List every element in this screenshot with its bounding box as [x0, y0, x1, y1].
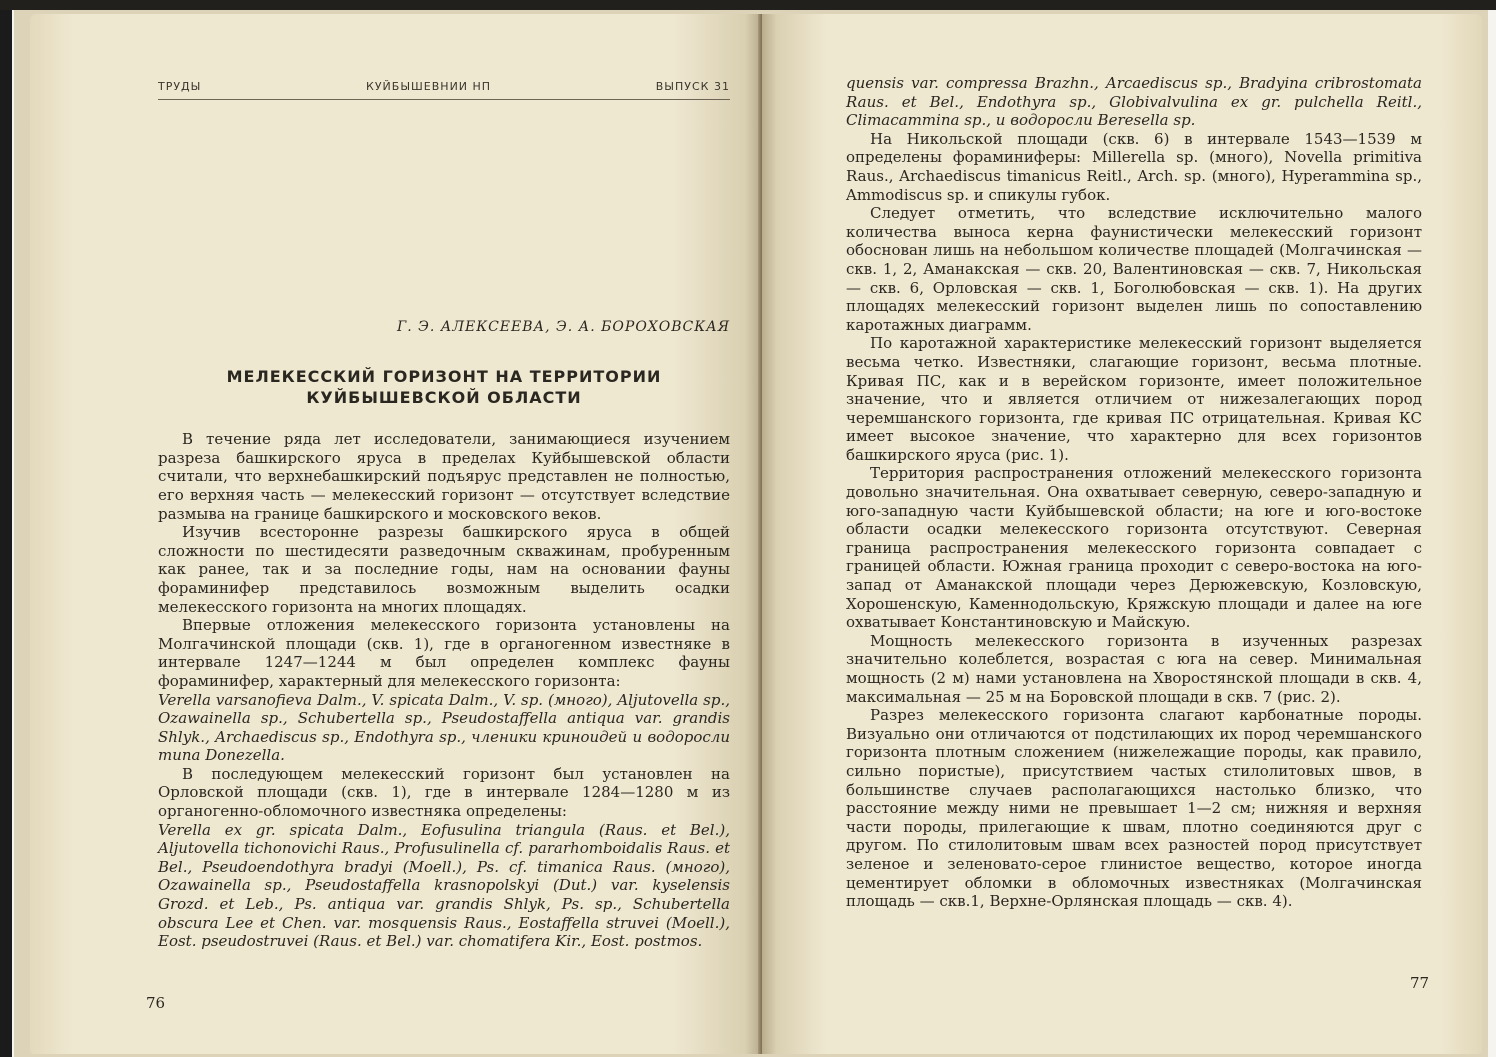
species-list: Verella ex gr. spicata Dalm., Eofusulina triangula (Raus. et Bel.), Aljutovella tichonovichi Raus., Profusulinella cf. pararhomboidalis Raus. et Bel., Pseudoendothyra bradyi (Moell.), Ps. cf. timanica Raus. (много), Ozawainella sp., Pseudostaffella krasnopolskyi (Dut.) var. kyselensis Grozd. et Leb., Ps. antiqua var. grandis Shlyk, Ps. sp., Schubertella obscura Lee et Chen. var. mosquensis Raus., Eostaffella struvei (Moell.), Eost. pseudostruvei (Raus. et Bel.) var. chomatifera Kir., Eost. postmos.	[158, 820, 730, 951]
open-book	[14, 10, 1488, 1057]
paragraph: На Никольской площади (скв. 6) в интервале 1543—1539 м определены фораминиферы: Millerella sp. (много), Novella primitiva Raus., Archaediscus timanicus Reitl., Arch. sp. (много), Hyperammina sp., Ammodiscus sp. и спикулы губок.	[846, 129, 1422, 204]
left-page-content	[158, 78, 730, 951]
species-list: Verella varsanofievа Dalm., V. spicata Dalm., V. sp. (много), Aljutovella sp., Ozawainella sp., Schubertella sp., Pseudostaffella antiqua var. grandis Shlyk., Archaediscus sp., Endothyra sp., членики криноидей и водоросли типа Donezella.	[158, 690, 730, 765]
running-head-center: КУЙБЫШЕВНИИ НП	[366, 80, 492, 93]
right-page	[762, 14, 1482, 1054]
article-authors: Г. Э. АЛЕКСЕЕВА, Э. А. БОРОХОВСКАЯ	[396, 318, 730, 335]
left-page	[30, 14, 760, 1054]
paragraph: Впервые отложения мелекесского горизонта установлены на Молгачинской площади (скв. 1), где в органогенном известняке в интервале 1247—1244 м был определен комплекс фауны фораминифер, характерный для мелекесского горизонта:	[158, 616, 730, 690]
paragraph: Следует отметить, что вследствие исключительно малого количества выноса керна фаунистически мелекесский горизонт обоснован лишь на небольшом количестве площадей (Молгачинская — скв. 1, 2, Аманакская — скв. 20, Валентиновская — скв. 7, Никольская — скв. 6, Орловская — скв. 1, Боголюбовская — скв. 1). На других площадях мелекесский горизонт выделен лишь по сопоставлению каротажных диаграмм.	[846, 204, 1422, 334]
page-number-left: 76	[146, 994, 166, 1012]
paragraph: В последующем мелекесский горизонт был установлен на Орловской площади (скв. 1), где в интервале 1284—1280 м из органогенно-обломочного известняка определены:	[158, 764, 730, 821]
paragraph: Мощность мелекесского горизонта в изученных разрезах значительно колеблется, возрастая с юга на север. Минимальная мощность (2 м) нами установлена на Хворостянской площади в скв. 4, максимальная — 25 м на Боровской площади в скв. 7 (рис. 2).	[846, 631, 1422, 706]
scan-border-left	[0, 0, 12, 1057]
article-title	[158, 366, 730, 408]
paragraph: По каротажной характеристике мелекесский горизонт выделяется весьма четко. Известняки, слагающие горизонт, весьма плотные. Кривая ПС, как и в верейском горизонте, имеет положительное значение, что и является отличием от нижезалегающих пород черемшанского горизонта, где кривая ПС отрицательная. Кривая КС имеет высокое значение, что характерно для всех горизонтов башкирского яруса (рис. 1).	[846, 334, 1422, 464]
article-title-line-1: МЕЛЕКЕССКИЙ ГОРИЗОНТ НА ТЕРРИТОРИИ	[226, 367, 662, 387]
paragraph: Территория распространения отложений мелекесского горизонта довольно значительная. Она охватывает северную, северо-западную и юго-западную части Куйбышевской области; на юге и юго-востоке области осадки мелекесского горизонта отсутствуют. Северная граница распространения мелекесского горизонта совпадает с границей области. Южная граница проходит с северо-востока на юго-запад от Аманакской площади через Дерюжевскую, Козловскую, Хорошенскую, Каменнодольскую, Кряжскую площади и далее на юге охватывает Константиновскую и Майскую.	[846, 464, 1422, 632]
scan-border-top	[0, 0, 1496, 10]
article-title-line-2: КУЙБЫШЕВСКОЙ ОБЛАСТИ	[306, 388, 582, 408]
paragraph: В течение ряда лет исследователи, занимающиеся изучением разреза башкирского яруса в пределах Куйбышевской области считали, что верхнебашкирский подъярус представлен не полностью, его верхняя часть — мелекесский горизонт — отсутствует вследствие размыва на границе башкирского и московского веков.	[158, 430, 730, 523]
running-head-right: ВЫПУСК 31	[655, 80, 730, 93]
paragraph: Изучив всесторонне разрезы башкирского яруса в общей сложности по шестидесяти разведочным скважинам, пробуренным как ранее, так и за последние годы, нам на основании фауны фораминифер представилось возможным выделить осадки мелекесского горизонта на многих площадях.	[158, 523, 730, 616]
running-head	[158, 78, 730, 100]
right-page-content	[846, 74, 1422, 911]
running-head-left: ТРУДЫ	[158, 80, 202, 93]
paragraph: Разрез мелекесского горизонта слагают карбонатные породы. Визуально они отличаются от подстилающих их пород черемшанского горизонта плотным сложением (нижележащие породы, как правило, сильно пористые), присутствием частых стилолитовых швов, в большинстве случаев располагающихся настолько близко, что расстояние между ними не превышает 1—2 см; нижняя и верхняя части породы, прилегающие к швам, плотно соединяются друг с другом. По стилолитовым швам всех разностей пород присутствует зеленое и зеленовато-серое глинистое вещество, которое иногда цементирует обломки в обломочных известняках (Молгачинская площадь — скв.1, Верхне-Орлянская площадь — скв. 4).	[846, 706, 1422, 911]
species-list-continued: quensis var. compressa Brazhn., Arcaediscus sp., Bradyina cribrostomata Raus. et Bel., Endothyra sp., Globivalvulina ex gr. pulchella Reitl., Climacammina sp., и водоросли Beresella sp.	[846, 74, 1422, 130]
page-number-right: 77	[1410, 974, 1430, 992]
